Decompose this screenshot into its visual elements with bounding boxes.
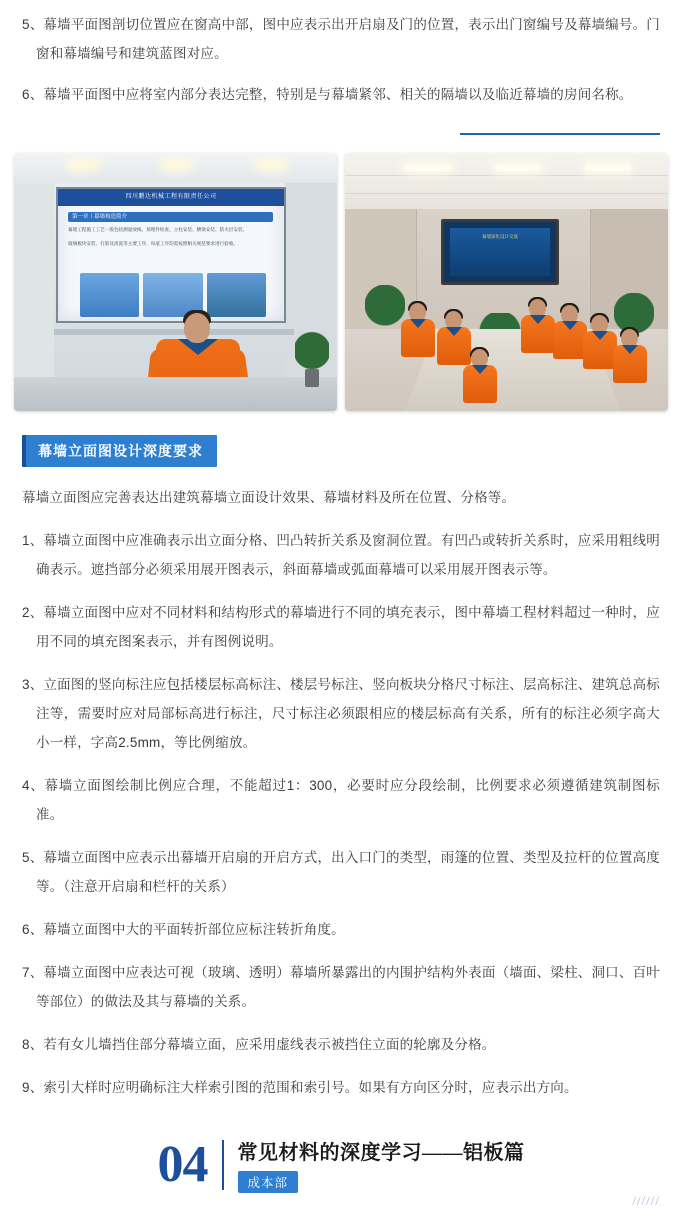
ceiling-light-icon — [258, 161, 284, 168]
paragraph: 6、幕墙立面图中大的平面转折部位应标注转折角度。 — [22, 922, 345, 938]
ceiling-light-icon — [164, 161, 190, 168]
meeting-room-photo — [345, 153, 668, 411]
paragraph: 4、幕墙立面图绘制比例应合理，不能超过1：300，必要时应分段绘制，比例要求必须遵循建筑制图标准。 — [22, 778, 660, 823]
floor — [14, 377, 337, 411]
slide-image — [80, 273, 139, 317]
section-heading-wrap — [0, 411, 682, 467]
section-divider — [460, 133, 660, 135]
ceiling-light-icon — [585, 165, 631, 171]
paragraph: 幕墙立面图应完善表达出建筑幕墙立面设计效果、幕墙材料及所在位置、分格等。 — [22, 490, 516, 506]
slide-image — [207, 273, 266, 317]
ceiling-line — [345, 175, 668, 176]
section-divider-wrap — [0, 121, 682, 135]
plant-icon — [365, 285, 405, 335]
ceiling — [345, 153, 668, 209]
chapter-divider — [222, 1140, 224, 1190]
paragraph: 2、幕墙立面图中应对不同材料和结构形式的幕墙进行不同的填充表示，图中幕墙工程材料超过一种时，应用不同的填充图案表示，并有图例说明。 — [22, 605, 660, 650]
paragraph: 9、索引大样时应明确标注大样索引图的范围和索引号。如果有方向区分时，应表示出方向。 — [22, 1080, 578, 1096]
slide-section-text: 第一章丨幕墙构造简介 — [72, 214, 128, 221]
paragraph: 6、幕墙平面图中应将室内部分表达完整，特别是与幕墙紧邻、相关的隔墙以及临近幕墙的房间名称。 — [22, 87, 633, 103]
attendee — [553, 305, 587, 357]
attendee — [521, 299, 555, 351]
paragraph: 5、幕墙平面图剖切位置应在窗高中部，图中应表示出开启扇及门的位置，表示出门窗编号及幕墙编号。门窗和幕墙编号和建筑蓝图对应。 — [22, 17, 660, 62]
projector-screen — [56, 187, 286, 323]
attendee — [613, 329, 655, 395]
ceiling-light-icon — [70, 161, 96, 168]
section-heading: 幕墙立面图设计深度要求 — [22, 435, 217, 467]
paragraph: 5、幕墙立面图中应表示出幕墙开启扇的开启方式，出入口门的类型，雨篷的位置、类型及拉杆的位置高度等。（注意开启扇和栏杆的关系） — [22, 850, 660, 895]
chapter-title: 常见材料的深度学习——铝板篇 — [237, 1142, 525, 1165]
chapter-banner — [0, 1136, 682, 1211]
paragraph: 1、幕墙立面图中应准确表示出立面分格、凹凸转折关系及窗洞位置。有凹凸或转折关系时，应采用粗线明确表示。遮挡部分必须采用展开图表示，斜面幕墙或弧面幕墙可以采用展开图表示等。 — [22, 533, 660, 578]
attendee — [401, 303, 435, 355]
slide-title-bar — [58, 189, 284, 206]
ceiling-light-icon — [405, 165, 451, 171]
screen-text: 幕墙深化设计交底 — [482, 234, 518, 240]
slide-image-row — [80, 273, 266, 317]
screen-content — [450, 228, 550, 276]
plant-icon — [295, 331, 329, 387]
meeting-display-screen — [441, 219, 559, 285]
presenter-head — [184, 313, 210, 343]
top-paragraph-block — [0, 0, 682, 109]
hatch-decoration: ////// — [632, 1193, 660, 1209]
slide-title-text: 四川鹏达机械工程有限责任公司 — [125, 194, 217, 201]
ceiling — [14, 153, 337, 183]
attendee — [463, 349, 507, 411]
section-body — [0, 467, 682, 1102]
paragraph: 7、幕墙立面图中应表达可视（玻璃、透明）幕墙所暴露出的内围护结构外表面（墙面、梁柱、洞口、百叶等部位）的做法及其与幕墙的关系。 — [22, 965, 660, 1010]
slide-body-line: 玻璃板块安装、打胶及清洗等主要工序，每道工序均需按照相关规范要求进行验收。 — [68, 241, 238, 247]
attendee — [583, 315, 617, 367]
chapter-text-group — [238, 1136, 525, 1193]
slide-section-bar — [68, 212, 273, 222]
paragraph: 8、若有女儿墙挡住部分幕墙立面，应采用虚线表示被挡住立面的轮廓及分格。 — [22, 1037, 496, 1053]
training-presentation-photo — [14, 153, 337, 411]
paragraph: 3、立面图的竖向标注应包括楼层标高标注、楼层号标注、竖向板块分格尺寸标注、层高标注、建筑总高标注等，需要时应对局部标高进行标注，尺寸标注必须跟相应的楼层标高有关系，所有的标注必须字高大小一样，字高2.5mm，等比例缩放。 — [22, 677, 660, 751]
chapter-number: 04 — [157, 1135, 208, 1193]
chapter-department-badge: 成本部 — [238, 1171, 299, 1193]
ceiling-line — [345, 193, 668, 194]
photo-row — [0, 135, 682, 411]
slide-body-line: 幕墙工程施工工艺一般包括测量放线、预埋件检查、立柱安装、横梁安装、防火层安装、 — [68, 227, 248, 233]
podium-edge — [54, 329, 294, 335]
ceiling-light-icon — [495, 165, 541, 171]
